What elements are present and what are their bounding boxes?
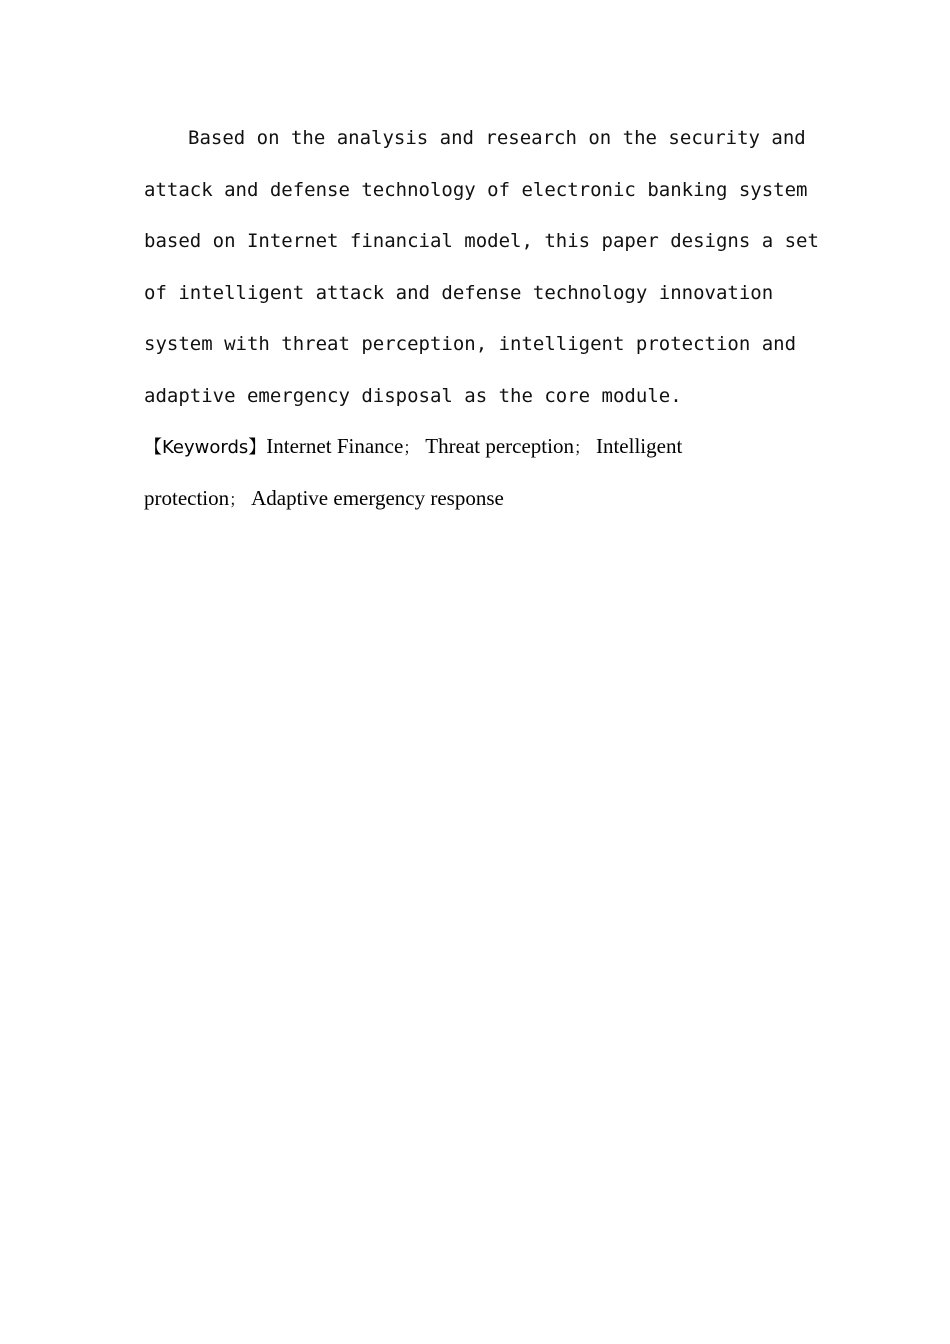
keyword-item: Internet Finance xyxy=(266,434,404,458)
abstract-line: of intelligent attack and defense technology innovation xyxy=(144,281,774,304)
keywords-line xyxy=(144,426,814,478)
abstract-paragraph xyxy=(144,118,819,428)
abstract-line: based on Internet financial model, this paper designs a set xyxy=(144,230,819,253)
abstract-line: system with threat perception, intelligent protection and xyxy=(144,333,797,356)
keyword-item: Intelligent xyxy=(595,434,683,458)
keywords-label: 【Keywords】 xyxy=(144,437,267,458)
keyword-separator: ； xyxy=(229,489,246,509)
keyword-separator: ； xyxy=(573,438,590,457)
abstract-line: adaptive emergency disposal as the core module. xyxy=(144,384,682,407)
keyword-item: Threat perception xyxy=(425,434,574,458)
keyword-item: protection xyxy=(144,485,230,510)
keyword-separator: ； xyxy=(403,438,420,457)
abstract-line: Based on the analysis and research on the security and xyxy=(188,127,806,149)
abstract-line: attack and defense technology of electronic banking system xyxy=(144,178,808,201)
keywords-section xyxy=(144,426,814,529)
keywords-line xyxy=(144,478,814,530)
keyword-item: Adaptive emergency response xyxy=(251,485,504,510)
